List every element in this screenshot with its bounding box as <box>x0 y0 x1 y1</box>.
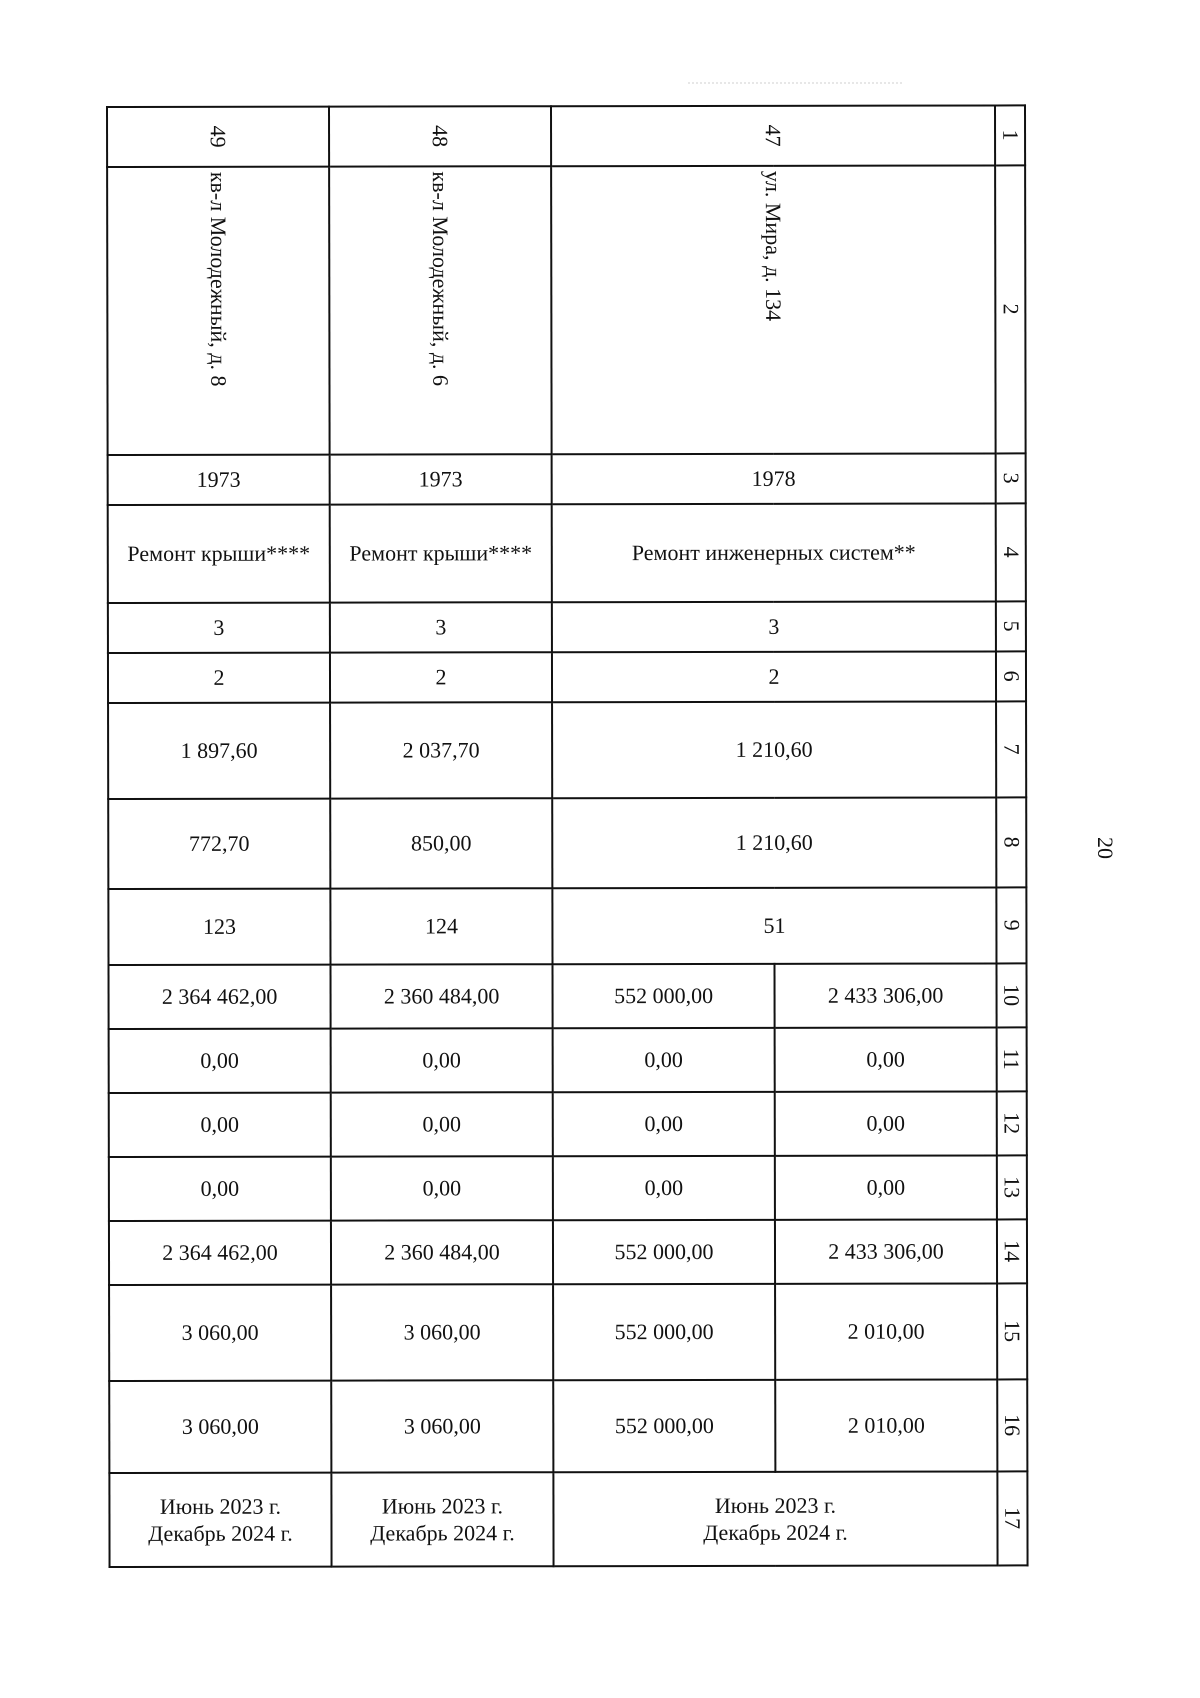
column-number: 14 <box>997 1219 1027 1283</box>
period-start: Июнь 2023 г. <box>159 1493 282 1519</box>
cell-work-type: Ремонт крыши**** <box>108 505 330 603</box>
table-row-col4 <box>108 503 1026 603</box>
period-start: Июнь 2023 г. <box>381 1492 504 1519</box>
table-row-col10 <box>108 963 1026 1029</box>
column-number: 3 <box>996 453 1026 503</box>
cell-year: 1973 <box>108 455 330 505</box>
cell-c10: 552 000,00 <box>552 964 774 1028</box>
cell-c10: 2 360 484,00 <box>330 964 552 1028</box>
column-number: 1 <box>995 105 1025 165</box>
cell-c13: 0,00 <box>109 1157 331 1221</box>
cell-c14: 2 433 306,00 <box>775 1219 997 1283</box>
cell-c8: 772,70 <box>108 799 330 889</box>
column-number: 8 <box>996 797 1026 887</box>
cell-c16: 2 010,00 <box>775 1379 997 1471</box>
cell-c7: 1 210,60 <box>552 701 996 798</box>
cell-c12: 0,00 <box>775 1091 997 1155</box>
cell-year: 1973 <box>330 454 552 504</box>
cell-c11: 0,00 <box>109 1029 331 1093</box>
cell-c12: 0,00 <box>109 1093 331 1157</box>
cell-c11: 0,00 <box>331 1028 553 1092</box>
cell-c11: 0,00 <box>553 1028 775 1092</box>
cell-c5: 3 <box>552 601 996 652</box>
page-number: 20 <box>1093 837 1118 859</box>
cell-period <box>553 1471 997 1566</box>
cell-period <box>331 1472 553 1566</box>
column-number: 6 <box>996 651 1026 701</box>
table-row-col9 <box>108 887 1026 965</box>
cell-c15: 552 000,00 <box>553 1284 775 1380</box>
column-number: 11 <box>997 1027 1027 1091</box>
column-number: 10 <box>996 963 1026 1027</box>
scan-artifact <box>688 52 902 84</box>
column-number: 12 <box>997 1091 1027 1155</box>
cell-c11: 0,00 <box>775 1027 997 1091</box>
cell-period <box>109 1473 331 1567</box>
table-row-col7 <box>108 701 1026 799</box>
table-row-col8 <box>108 797 1026 889</box>
cell-c14: 552 000,00 <box>553 1220 775 1284</box>
cell-work-type: Ремонт инженерных систем** <box>552 503 996 602</box>
cell-c9: 51 <box>552 887 996 964</box>
cell-address: ул. Мира, д. 134 <box>551 165 996 454</box>
capital-repair-table <box>106 104 1029 1568</box>
cell-c13: 0,00 <box>331 1156 553 1220</box>
column-number: 2 <box>995 165 1026 453</box>
cell-c8: 850,00 <box>330 798 552 888</box>
cell-no: 49 <box>107 107 329 167</box>
table-row-col12 <box>109 1091 1027 1157</box>
table-row-col11 <box>109 1027 1027 1093</box>
table-row-col14 <box>109 1219 1027 1285</box>
period-end: Декабрь 2024 г. <box>703 1519 848 1545</box>
table-row-col5 <box>108 601 1026 653</box>
cell-c6: 2 <box>552 651 996 702</box>
cell-address: кв-л Молодежный, д. 8 <box>107 167 330 455</box>
period-end: Декабрь 2024 г. <box>148 1520 293 1546</box>
column-number: 13 <box>997 1155 1027 1219</box>
cell-c13: 0,00 <box>775 1155 997 1219</box>
cell-address: кв-л Молодежный, д. 6 <box>329 166 552 454</box>
cell-work-type: Ремонт крыши**** <box>330 504 552 602</box>
column-number: 9 <box>996 887 1026 963</box>
cell-c16: 552 000,00 <box>553 1380 775 1472</box>
table-row-col17 <box>109 1471 1027 1567</box>
cell-c5: 3 <box>108 603 330 653</box>
cell-no: 47 <box>551 105 995 166</box>
cell-c15: 2 010,00 <box>775 1283 997 1379</box>
table-row-col15 <box>109 1283 1027 1381</box>
cell-c7: 2 037,70 <box>330 702 552 798</box>
cell-c5: 3 <box>330 602 552 652</box>
table-row-col13 <box>109 1155 1027 1221</box>
cell-c15: 3 060,00 <box>331 1284 553 1380</box>
column-number: 4 <box>996 503 1026 601</box>
cell-c14: 2 364 462,00 <box>109 1221 331 1285</box>
table-row-col3 <box>108 453 1026 505</box>
column-number: 16 <box>997 1379 1027 1471</box>
cell-c6: 2 <box>330 652 552 702</box>
cell-c15: 3 060,00 <box>109 1285 331 1381</box>
cell-c13: 0,00 <box>553 1156 775 1220</box>
table-row-col2 <box>107 165 1026 455</box>
table-row-col1 <box>107 105 1025 167</box>
cell-c6: 2 <box>108 653 330 703</box>
column-number: 17 <box>997 1471 1027 1565</box>
cell-no: 48 <box>329 106 551 166</box>
cell-c8: 1 210,60 <box>552 797 996 888</box>
cell-c10: 2 364 462,00 <box>108 965 330 1029</box>
cell-c12: 0,00 <box>553 1092 775 1156</box>
cell-c9: 124 <box>330 888 552 964</box>
column-number: 5 <box>996 601 1026 651</box>
period-end: Декабрь 2024 г. <box>370 1520 515 1546</box>
cell-c9: 123 <box>108 889 330 965</box>
cell-c12: 0,00 <box>331 1092 553 1156</box>
table-row-col6 <box>108 651 1026 703</box>
cell-c16: 3 060,00 <box>331 1380 553 1472</box>
cell-c14: 2 360 484,00 <box>331 1220 553 1284</box>
cell-c10: 2 433 306,00 <box>774 963 996 1027</box>
cell-c16: 3 060,00 <box>109 1381 331 1473</box>
table-row-col16 <box>109 1379 1027 1473</box>
column-number: 15 <box>997 1283 1027 1379</box>
cell-year: 1978 <box>552 453 996 504</box>
period-start: Июнь 2023 г. <box>714 1492 837 1518</box>
column-number: 7 <box>996 701 1026 797</box>
cell-c7: 1 897,60 <box>108 703 330 799</box>
